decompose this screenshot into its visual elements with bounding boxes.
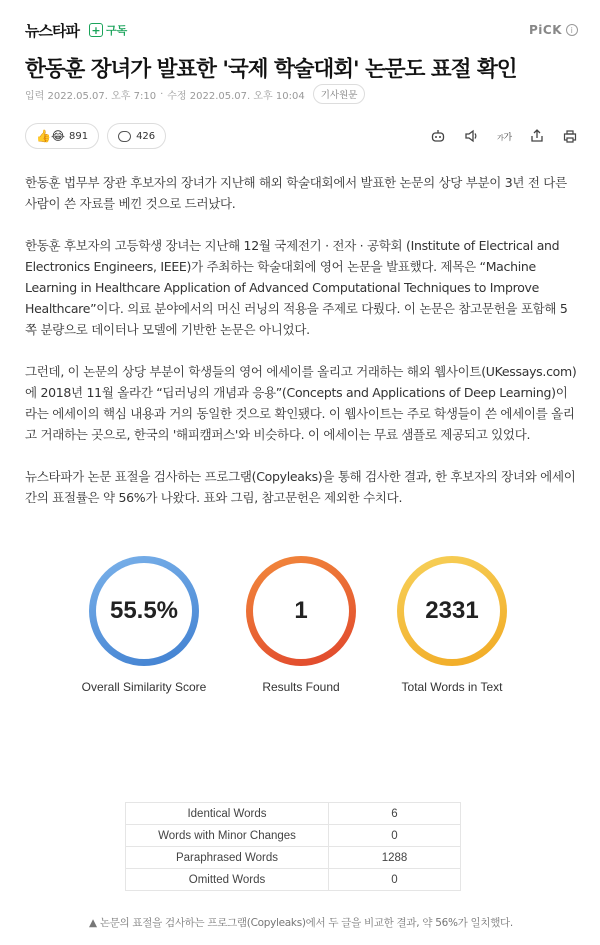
similarity-score-label: Overall Similarity Score: [81, 680, 207, 694]
results-found-label: Results Found: [262, 680, 340, 694]
total-words-label: Total Words in Text: [401, 680, 503, 694]
published-time: 입력 2022.05.07. 오후 7:10: [25, 90, 157, 102]
top-bar: [25, 18, 578, 42]
stat-value: 0: [329, 825, 461, 847]
article-tools: [430, 128, 578, 144]
stat-value: 6: [329, 803, 461, 825]
original-article-link[interactable]: 기사원문: [313, 84, 366, 104]
summary-bot-icon[interactable]: [430, 128, 446, 144]
pick-badge[interactable]: [529, 23, 578, 37]
comment-bubble-icon: [118, 131, 131, 142]
table-row: [126, 803, 461, 825]
table-row: [126, 869, 461, 891]
similarity-score-metric: [79, 556, 209, 694]
stat-value: 1288: [329, 847, 461, 869]
stat-value: 0: [329, 869, 461, 891]
stat-name: Words with Minor Changes: [126, 825, 329, 847]
word-stats-table: [125, 802, 461, 891]
svg-text:가: 가: [497, 134, 504, 142]
results-ring: [246, 556, 356, 666]
article-paragraph: 한동훈 후보자의 고등학생 장녀는 지난해 12월 국제전기 · 전자 · 공학회 (Institute of Electrical and Electronics Engineers, IEEE)가 주최하는 학술대회에 영어 논문을 발표했다. 제목은 “Machine Learning in Healthcare Application of Advanced Computational Techniques to Improve Healthcare”이다. 의료 분야에서의 머신 러닝의 적용을 주제로 다뤘다. 이 논문은 참고문헌을 포함해 5쪽 분량으로 데이터나 모델에 기반한 논문은 아니었다.: [25, 238, 568, 337]
plus-icon: +: [89, 23, 103, 37]
stat-name: Omitted Words: [126, 869, 329, 891]
similarity-score-value: 55.5%: [96, 563, 192, 659]
comment-button[interactable]: [107, 123, 166, 149]
font-size-icon[interactable]: [496, 128, 512, 144]
image-caption: ▲ 논문의 표절을 검사하는 프로그램(Copyleaks)에서 두 글을 비교한 결과, 약 56%가 일치했다.: [89, 917, 513, 929]
press-logo[interactable]: 뉴스타파: [25, 21, 79, 40]
subscribe-label: 구독: [105, 24, 128, 37]
reaction-button[interactable]: [25, 123, 99, 149]
action-bar: [25, 122, 578, 150]
reaction-count: 891: [68, 130, 89, 142]
share-icon[interactable]: [529, 128, 545, 144]
article-meta: [25, 84, 365, 104]
total-words-metric: [387, 556, 517, 694]
table-row: [126, 847, 461, 869]
print-icon[interactable]: [562, 128, 578, 144]
article-paragraph: 그런데, 이 논문의 상당 부분이 학생들의 영어 에세이를 올리고 거래하는 해외 웹사이트(UKessays.com)에 2018년 11월 올라간 “딥러닝의 개념과 응용”(Concepts and Applications of Deep Learning)이라는 에세이의 핵심 내용과 거의 동일한 것으로 확인됐다. 이 웹사이트는 주로 학생들이 쓴 에세이를 올리고 거래하는 곳으로, 한국의 '해피캠퍼스'와 비슷하다. 이 에세이는 무료 샘플로 제공되고 있었다.: [25, 364, 577, 442]
total-words-value: 2331: [404, 563, 500, 659]
meta-separator: ·: [160, 88, 164, 100]
similarity-ring: [89, 556, 199, 666]
stat-name: Identical Words: [126, 803, 329, 825]
table-row: [126, 825, 461, 847]
results-found-metric: [236, 556, 366, 694]
pick-label: PiCK: [528, 23, 562, 37]
comment-count: 426: [136, 130, 156, 142]
results-found-value: 1: [253, 563, 349, 659]
article-body: [25, 172, 577, 529]
total-words-ring: [397, 556, 507, 666]
modified-time: 수정 2022.05.07. 오후 10:04: [167, 90, 305, 102]
stat-name: Paraphrased Words: [126, 847, 329, 869]
article-paragraph: 뉴스타파가 논문 표절을 검사하는 프로그램(Copyleaks)을 통해 검사한 결과, 한 후보자의 장녀와 에세이간의 표절률은 약 56%가 나왔다. 표와 그림, 참고문헌은 제외한 수치다.: [25, 469, 576, 505]
copyleaks-result-image: [25, 556, 577, 901]
info-icon[interactable]: i: [566, 24, 578, 36]
subscribe-button[interactable]: [89, 22, 127, 38]
reaction-emoji-icon: 👍😂: [36, 129, 65, 143]
speaker-icon[interactable]: [463, 128, 479, 144]
article-paragraph: 한동훈 법무부 장관 후보자의 장녀가 지난해 해외 학술대회에서 발표한 논문의 상당 부분이 3년 전 다른 사람이 쓴 자료를 베낀 것으로 드러났다.: [25, 175, 567, 211]
article-title: 한동훈 장녀가 발표한 '국제 학술대회' 논문도 표절 확인: [25, 57, 517, 82]
svg-text:가: 가: [503, 133, 512, 143]
